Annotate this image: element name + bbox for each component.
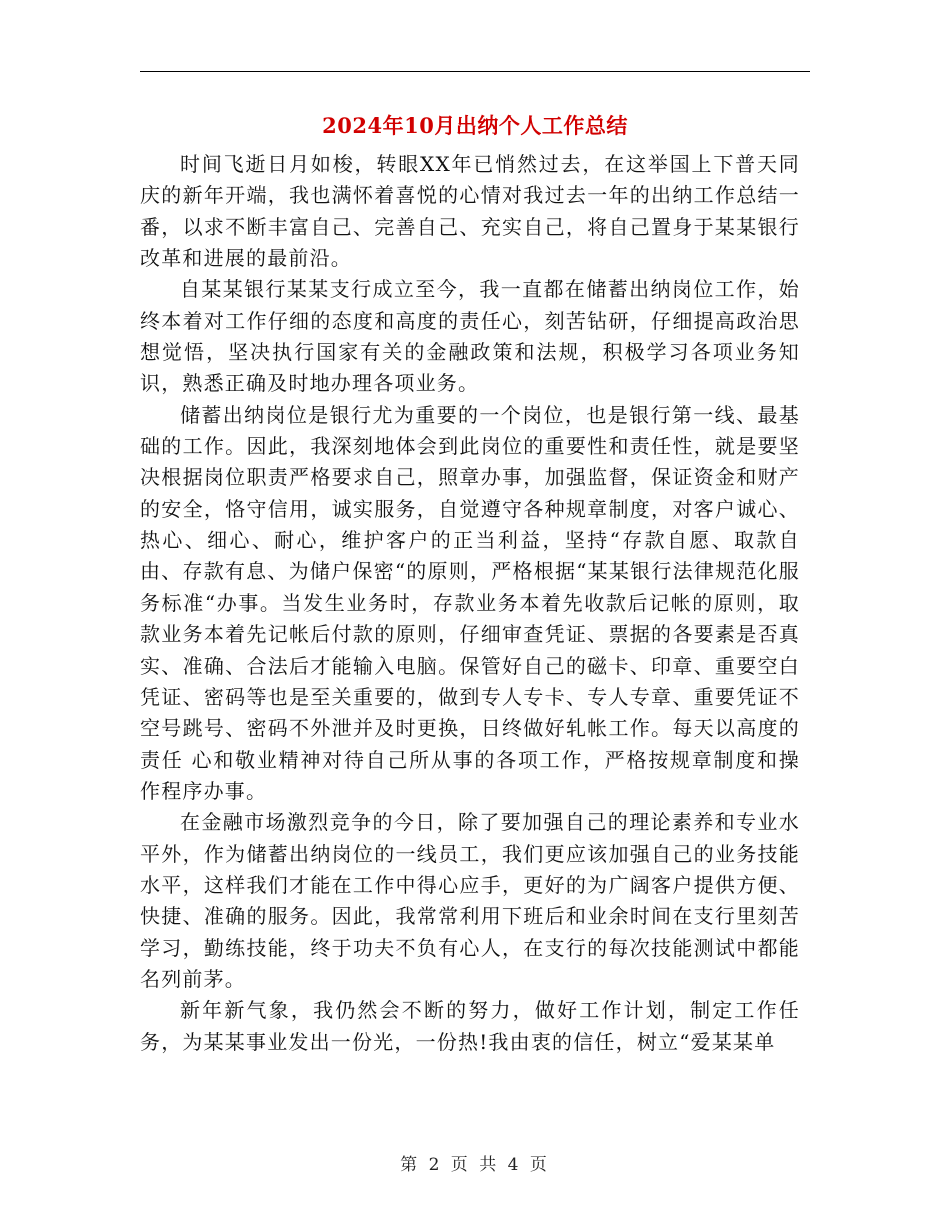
paragraph: 自某某银行某某支行成立至今，我一直都在储蓄出纳岗位工作，始终本着对工作仔细的态度和高度的责任心，刻苦钻研，仔细提高政治思想觉悟，坚决执行国家有关的金融政策和法规，积极学习各项业务知识，熟悉正确及时地办理各项业务。 [140, 277, 800, 396]
paragraph: 新年新气象，我仍然会不断的努力，做好工作计划，制定工作任务，为某某事业发出一份光，一份热!我由衷的信任，树立“爱某某单 [140, 998, 800, 1054]
paragraph: 时间飞逝日月如梭，转眼XX年已悄然过去，在这举国上下普天同庆的新年开端，我也满怀着喜悦的心情对我过去一年的出纳工作总结一番，以求不断丰富自己、完善自己、充实自己，将自己置身于某某银行改革和进展的最前沿。 [140, 152, 800, 271]
paragraph: 储蓄出纳岗位是银行尤为重要的一个岗位，也是银行第一线、最基础的工作。因此，我深刻地体会到此岗位的重要性和责任性，就是要坚决根据岗位职责严格要求自己，照章办事，加强监督，保证资金和财产的安全，恪守信用，诚实服务，自觉遵守各种规章制度，对客户诚心、热心、细心、耐心，维护客户的正当利益，坚持“存款自愿、取款自由、存款有息、为储户保密“的原则，严格根据“某某银行法律规范化服务标准“办事。当发生业务时，存款业务本着先收款后记帐的原则，取款业务本着先记帐后付款的原则，仔细审查凭证、票据的各要素是否真实、准确、合法后才能输入电脑。保管好自己的磁卡、印章、重要空白凭证、密码等也是至关重要的，做到专人专卡、专人专章、重要凭证不空号跳号、密码不外泄并及时更换，日终做好轧帐工作。每天以高度的责任 心和敬业精神对待自己所从事的各项工作，严格按规章制度和操作程序办事。 [140, 402, 800, 803]
paragraph: 在金融市场激烈竞争的今日，除了要加强自己的理论素养和专业水平外，作为储蓄出纳岗位的一线员工，我们更应该加强自己的业务技能水平，这样我们才能在工作中得心应手，更好的为广阔客户提供方便、快捷、准确的服务。因此，我常常利用下班后和业余时间在支行里刻苦学习，勤练技能，终于功夫不负有心人，在支行的每次技能测试中都能名列前茅。 [140, 810, 800, 991]
page-number: 第 2 页 共 4 页 [400, 1155, 550, 1175]
document-title: 2024年10月出纳个人工作总结 [322, 113, 628, 138]
header-rule [140, 71, 810, 72]
document-body [140, 149, 800, 1058]
